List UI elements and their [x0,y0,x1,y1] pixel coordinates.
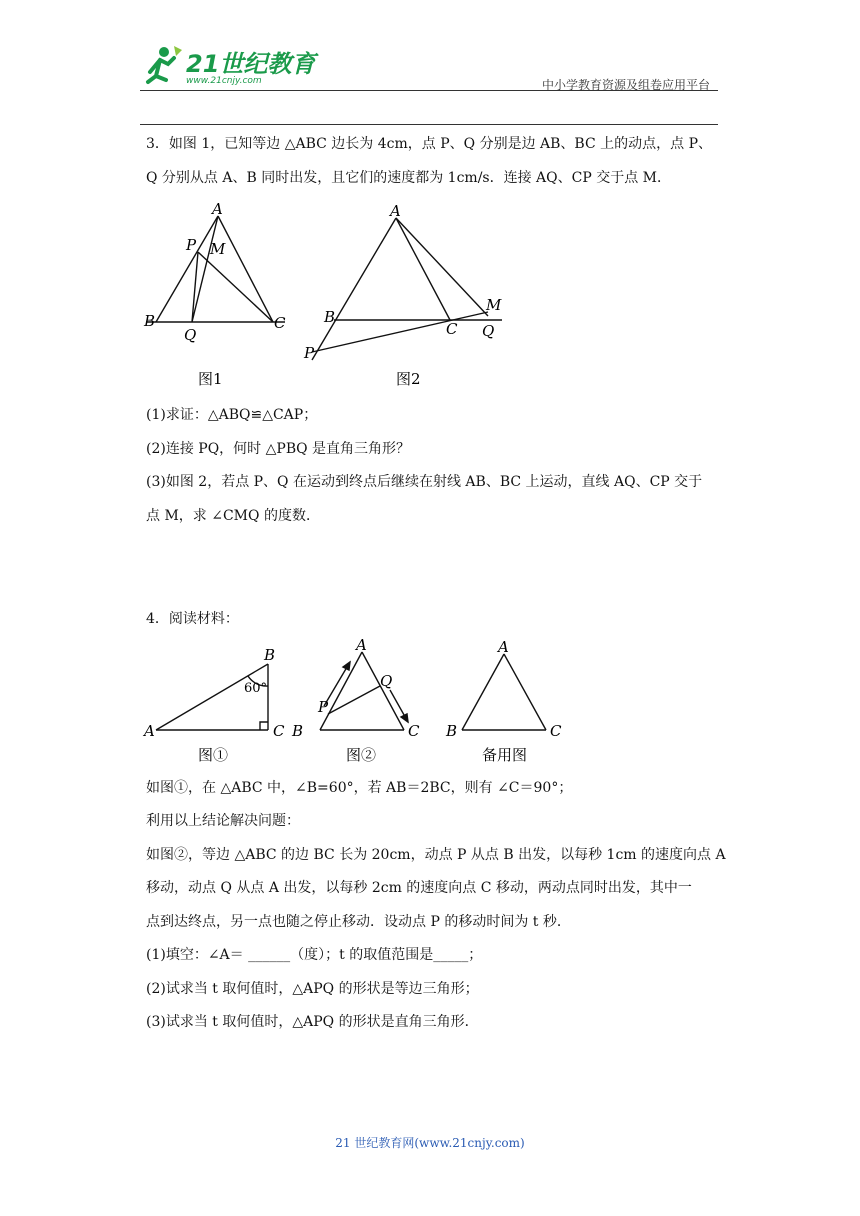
figb-side-ac [362,652,404,730]
fig1-label-p: P [186,236,197,254]
q4-line4: 移动，动点 Q 从点 A 出发，以每秒 2cm 的速度向点 C 移动，两动点同时出发，其中一 [146,880,692,896]
figa-label-b: B [264,646,276,664]
figc-label-b: B [446,722,458,740]
q4-part1: (1)填空：∠A＝ ______（度）；t 的取值范围是_____； [146,947,483,963]
q3-part2: (2)连接 PQ，何时 △PBQ 是直角三角形？ [146,441,411,457]
q4-part2: (2)试求当 t 取何值时，△APQ 的形状是等边三角形； [146,981,479,997]
fig2-side-ac [396,218,450,320]
header-divider-bottom [140,124,718,125]
logo-url: www.21cnjy.com [186,76,262,86]
figa-label-a: A [144,722,155,740]
figb-arrow-p-head [343,662,350,670]
fig1-label-q: Q [184,326,197,344]
q4-title: 4．阅读材料： [146,611,239,627]
q4-figure-backup [440,636,580,770]
figb-label-c: C [408,722,420,740]
figc-label-a: A [498,638,509,656]
figb-caption: 图② [346,746,377,764]
figb-side-ab [320,652,362,730]
fig1-caption: 图1 [198,370,223,388]
logo-text: 21世纪教育 [186,50,316,78]
figb-label-q: Q [380,672,393,690]
fig2-caption: 图2 [396,370,421,388]
q3-part1: (1)求证：△ABQ≌△CAP； [146,407,318,423]
page-header [0,0,860,100]
fig1-side-ab [156,216,218,322]
q3-figure-2 [300,196,520,396]
figc-label-c: C [550,722,562,740]
q3-figure-1 [140,196,310,396]
q3-part3-line2: 点 M，求 ∠CMQ 的度数． [146,508,320,524]
fig2-ray-ab [312,218,396,360]
figc-caption: 备用图 [482,746,528,764]
q4-line2: 利用以上结论解决问题： [146,813,300,829]
figa-label-angle: 60° [244,681,268,696]
q4-line5: 点到达终点，另一点也随之停止移动．设动点 P 的移动时间为 t 秒． [146,914,571,930]
q4-figure-a [140,640,300,770]
fig1-label-m: M [210,240,226,258]
fig2-label-q: Q [482,322,495,340]
figb-label-a: A [356,636,367,654]
figb-label-b: B [292,722,304,740]
fig2-label-b: B [324,308,336,326]
figb-arrow-q-head [401,714,408,722]
fig2-line-pc [312,312,488,352]
q4-line3: 如图②，等边 △ABC 的边 BC 长为 20cm，动点 P 从点 B 出发，以每秒 1cm 的速度向点 A [146,847,726,863]
footer-link[interactable]: 21 世纪教育网(www.21cnjy.com) [335,1136,525,1150]
fig2-line-aq [396,218,488,316]
fig1-side-ac [218,216,273,322]
figa-right-angle-mark [260,722,268,730]
header-platform-text: 中小学教育资源及组卷应用平台 [541,78,710,92]
runner-logo-icon [140,42,184,86]
header-divider-top [140,90,718,91]
q4-figure-b [288,636,438,770]
figa-caption: 图① [198,746,229,764]
figb-label-p: P [318,698,329,716]
fig2-label-m: M [486,296,502,314]
fig2-label-c: C [446,320,458,338]
fig1-label-a: A [212,200,223,218]
fig1-label-b: B [144,312,156,330]
figc-side-ab [462,654,504,730]
figc-side-ac [504,654,546,730]
q3-part3-line1: (3)如图 2，若点 P、Q 在运动到终点后继续在射线 AB、BC 上运动，直线 AQ、CP 交于 [146,474,703,490]
q3-line2: Q 分别从点 A、B 同时出发，且它们的速度都为 1cm/s．连接 AQ、CP 交于点 M． [146,170,672,186]
figa-side-ab [156,664,268,730]
fig2-label-p: P [304,344,315,362]
q4-line1: 如图①，在 △ABC 中，∠B=60°，若 AB＝2BC，则有 ∠C＝90°； [146,780,573,796]
figa-label-c: C [273,722,285,740]
fig1-line-cp [198,252,273,322]
fig1-label-c: C [274,314,286,332]
fig2-label-a: A [390,202,401,220]
q4-part3: (3)试求当 t 取何值时，△APQ 的形状是直角三角形． [146,1014,479,1030]
logo [140,42,320,92]
q3-line1: 3．如图 1，已知等边 △ABC 边长为 4cm，点 P、Q 分别是边 AB、BC 上的动点，点 P、 [146,136,713,152]
